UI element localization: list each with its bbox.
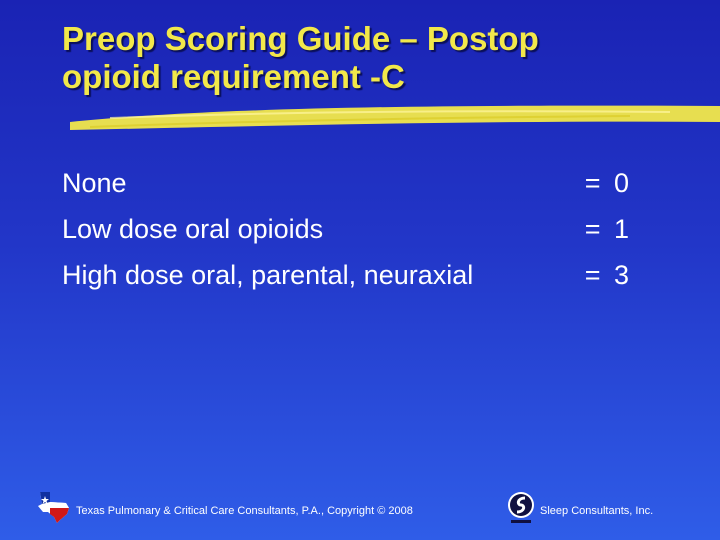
title-underline-swash: [70, 100, 720, 134]
score-row: [62, 252, 662, 298]
score-label: None: [62, 168, 127, 198]
title-line-2: opioid requirement -C: [62, 58, 405, 95]
score-label: High dose oral, parental, neuraxial: [62, 260, 474, 290]
footer-copyright: Texas Pulmonary & Critical Care Consultants, P.A., Copyright © 2008: [76, 505, 413, 517]
sleep-consultants-logo-icon: [505, 490, 537, 526]
score-row: [62, 206, 662, 252]
texas-flag-map-icon: [36, 490, 72, 524]
score-list: [62, 160, 662, 298]
footer-left: [36, 490, 466, 526]
score-value: = 1: [584, 214, 632, 244]
title-line-1: Preop Scoring Guide – Postop: [62, 20, 539, 57]
score-label: Low dose oral opioids: [62, 214, 324, 244]
slide-title: [62, 20, 702, 96]
score-value: = 3: [584, 260, 632, 290]
score-row: [62, 160, 662, 206]
score-value: = 0: [584, 168, 632, 198]
footer-sleep-consultants: Sleep Consultants, Inc.: [540, 505, 654, 517]
